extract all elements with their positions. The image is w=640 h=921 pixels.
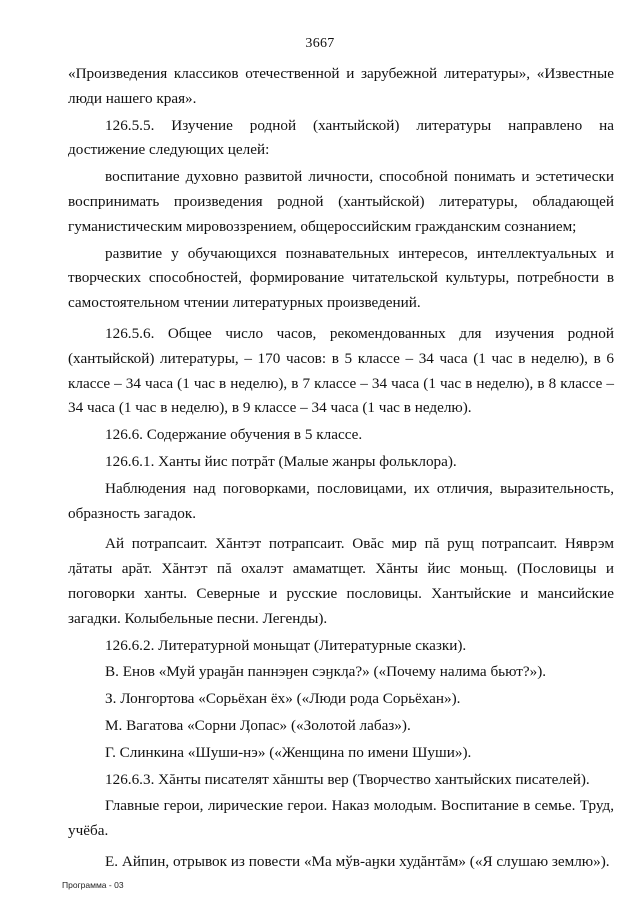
paragraph-126-6-1: 126.6.1. Ханты йис потрăт (Малые жанры фольклора). [105, 452, 457, 470]
paragraph-126-5-5: 126.5.5. Изучение родной (хантыйской) литературы направлено на достижение следующих целей: [68, 116, 614, 159]
paragraph-vagatova: М. Вагатова «Сорни Ӆопас» («Золотой лабаз»). [105, 716, 411, 734]
paragraph-proverbs: Ай потрапсаит. Хăнтэт потрапсаит. Овăс мир пă рущ потрапсаит. Няврэм ӆăтаты арăт. Хăнтэт пă охалэт амаматщет. Хăнты йис моньщ. (Пословицы и поговорки ханты. Северные и русские пословицы. Хантыйские и мансийские загадки. Колыбельные песни. Легенды). [68, 535, 614, 627]
document-body [68, 62, 614, 877]
paragraph-126-6: 126.6. Содержание обучения в 5 классе. [105, 426, 363, 444]
paragraph-goal-upbringing: воспитание духовно развитой личности, способной понимать и эстетически воспринимать произведения родной (хантыйской) литературы, обладающей гуманистическим мировоззрением, общероссийским гражданским сознанием; [68, 168, 614, 235]
page-number: 3667 [305, 36, 335, 51]
paragraph-heroes: Главные герои, лирические герои. Наказ молодым. Воспитание в семье. Труд, учёба. [68, 797, 614, 840]
paragraph-enov: В. Енов «Муй урaӈăн паннэӈен сэӈкӆа?» («Почему налима бьют?»). [105, 663, 547, 681]
page-footer: Программа - 03 [62, 880, 124, 890]
paragraph-126-6-2: 126.6.2. Литературной моньщат (Литературные сказки). [105, 636, 467, 654]
paragraph-126-6-3: 126.6.3. Хăнты писателят хăншты вер (Творчество хантыйских писателей). [105, 770, 590, 788]
paragraph-goal-development: развитие у обучающихся познавательных интересов, интеллектуальных и творческих способностей, формирование читательской культуры, потребности в самостоятельном чтении литературных произведений. [68, 244, 614, 312]
paragraph-126-5-6: 126.5.6. Общее число часов, рекомендованных для изучения родной (хантыйской) литературы, – 170 часов: в 5 классе – 34 часа (1 час в неделю), в 6 классе – 34 часа (1 час в неделю), в 7 классе – 34 часа (1 час в неделю), в 8 классе – 34 часа (1 час в неделю), в 9 классе – 34 часа (1 час в неделю). [68, 324, 614, 417]
paragraph-observations: Наблюдения над поговорками, пословицами, их отличия, выразительность, образность загадок. [68, 479, 614, 522]
paragraph-aipin: Е. Айпин, отрывок из повести «Ма мўв-аӈки худăнтăм» («Я слушаю землю»). [105, 852, 610, 870]
paragraph-literature-list: «Произведения классиков отечественной и зарубежной литературы», «Известные люди нашего края». [68, 65, 614, 107]
paragraph-slinkina: Г. Слинкина «Шуши-нэ» («Женщина по имени Шуши»). [105, 743, 472, 761]
paragraph-longortova: З. Лонгортова «Сорьёхан ёх» («Люди рода Сорьёхан»). [105, 690, 461, 708]
